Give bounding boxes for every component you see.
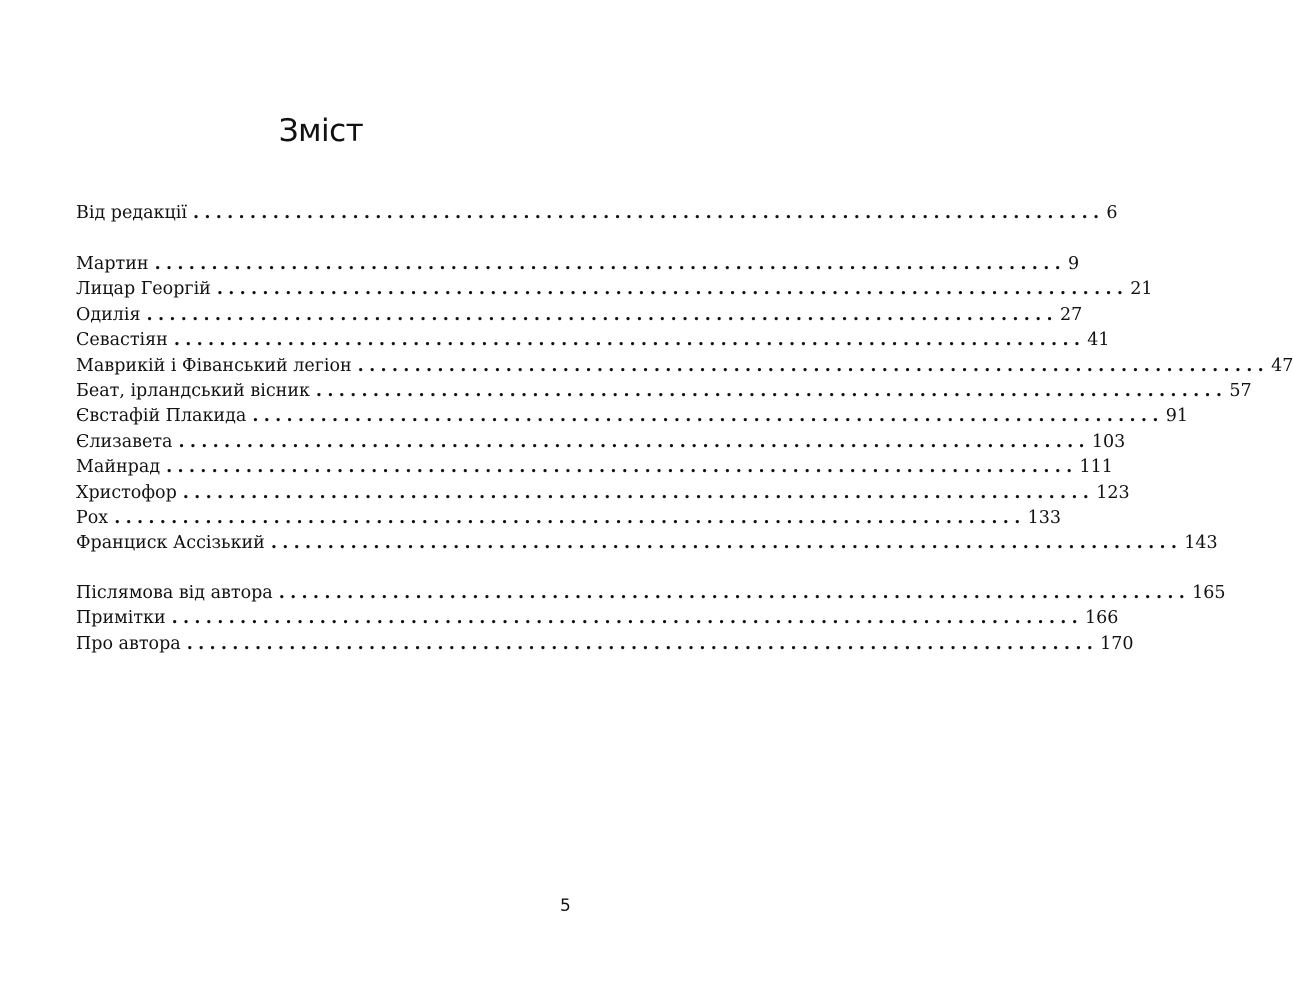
toc-group-chapters: [76, 252, 1293, 557]
toc-entry-title: Про автора: [76, 633, 181, 654]
toc-entry[interactable]: [76, 303, 1083, 328]
toc-entry-page: 6: [1106, 203, 1118, 223]
toc-entry-page: 41: [1087, 330, 1110, 351]
toc-entry-page: 21: [1130, 279, 1153, 300]
toc-group-front-matter: [76, 201, 1118, 226]
toc-entry-title: Від редакції: [76, 203, 187, 223]
toc-entry-title: Примітки: [76, 608, 166, 629]
toc-entry-page: 143: [1184, 533, 1218, 554]
toc-entry-page: 166: [1085, 608, 1119, 629]
dot-leader: ................................................................................: [270, 533, 1183, 554]
toc-entry-page: 103: [1091, 431, 1126, 452]
toc-entry[interactable]: [76, 632, 1134, 657]
toc-entry[interactable]: [76, 506, 1061, 531]
toc-entry-title: Франциск Ассізький: [76, 533, 265, 554]
dot-leader: ................................................................................: [146, 304, 1058, 325]
toc-entry-title: Христофор: [76, 482, 177, 503]
toc-entry-page: 57: [1229, 380, 1252, 401]
dot-leader: ................................................................................: [166, 457, 1078, 478]
dot-leader: ................................................................................: [216, 279, 1129, 300]
toc-entry-title: Маврикій і Фіванський легіон: [76, 355, 352, 376]
toc-entry-page: 91: [1165, 406, 1188, 427]
dot-leader: ................................................................................: [173, 330, 1086, 351]
toc-entry[interactable]: [76, 354, 1293, 379]
toc-entry-title: Лицар Георгій: [76, 279, 211, 300]
toc-entry-title: Післямова від автора: [76, 583, 273, 603]
toc-entry-page: 47: [1271, 355, 1293, 376]
dot-leader: ................................................................................: [186, 633, 1099, 654]
toc-entry[interactable]: [76, 404, 1188, 429]
toc-entry-title: Євстафій Плакида: [76, 406, 247, 427]
dot-leader: ................................................................................: [114, 507, 1026, 528]
toc-entry[interactable]: [76, 531, 1218, 556]
toc-entry[interactable]: [76, 328, 1110, 353]
toc-entry-page: 111: [1079, 457, 1113, 478]
toc-entry-title: Єлизавета: [76, 431, 173, 452]
dot-leader: ................................................................................: [182, 482, 1095, 503]
toc-entry-page: 9: [1067, 254, 1080, 274]
page-number: 5: [560, 896, 571, 916]
dot-leader: ................................................................................: [154, 254, 1066, 274]
toc-entry-page: 165: [1192, 583, 1226, 603]
toc-entry-page: 133: [1027, 507, 1061, 528]
toc-entry-page: 170: [1100, 633, 1134, 654]
toc-entry-title: Майнрад: [76, 457, 161, 478]
toc-entry-title: Мартин: [76, 254, 149, 274]
toc-entry[interactable]: [76, 481, 1130, 506]
toc-entry[interactable]: [76, 201, 1118, 226]
dot-leader: ................................................................................: [357, 355, 1270, 376]
toc-entry[interactable]: [76, 252, 1080, 277]
toc-entry-title: Рох: [76, 507, 109, 528]
toc-entry-page: 27: [1059, 304, 1083, 325]
dot-leader: ................................................................................: [171, 608, 1084, 629]
toc-entry[interactable]: [76, 379, 1252, 404]
dot-leader: ................................................................................: [315, 380, 1228, 401]
dot-leader: ................................................................................: [192, 203, 1105, 223]
toc-entry[interactable]: [76, 430, 1126, 455]
toc-entry[interactable]: [76, 277, 1153, 302]
toc-entry[interactable]: [76, 606, 1119, 631]
toc-entry[interactable]: [76, 581, 1226, 606]
toc-entry-title: Беат, ірландський вісник: [76, 380, 310, 401]
dot-leader: ................................................................................: [278, 583, 1191, 603]
dot-leader: ................................................................................: [178, 431, 1090, 452]
toc-entry[interactable]: [76, 455, 1113, 480]
page-title: Зміст: [278, 113, 364, 149]
dot-leader: ................................................................................: [252, 406, 1164, 427]
toc-entry-title: Одилія: [76, 304, 141, 325]
toc-group-back-matter: [76, 581, 1226, 657]
toc-entry-title: Севастіян: [76, 330, 168, 351]
toc-entry-page: 123: [1096, 482, 1130, 503]
